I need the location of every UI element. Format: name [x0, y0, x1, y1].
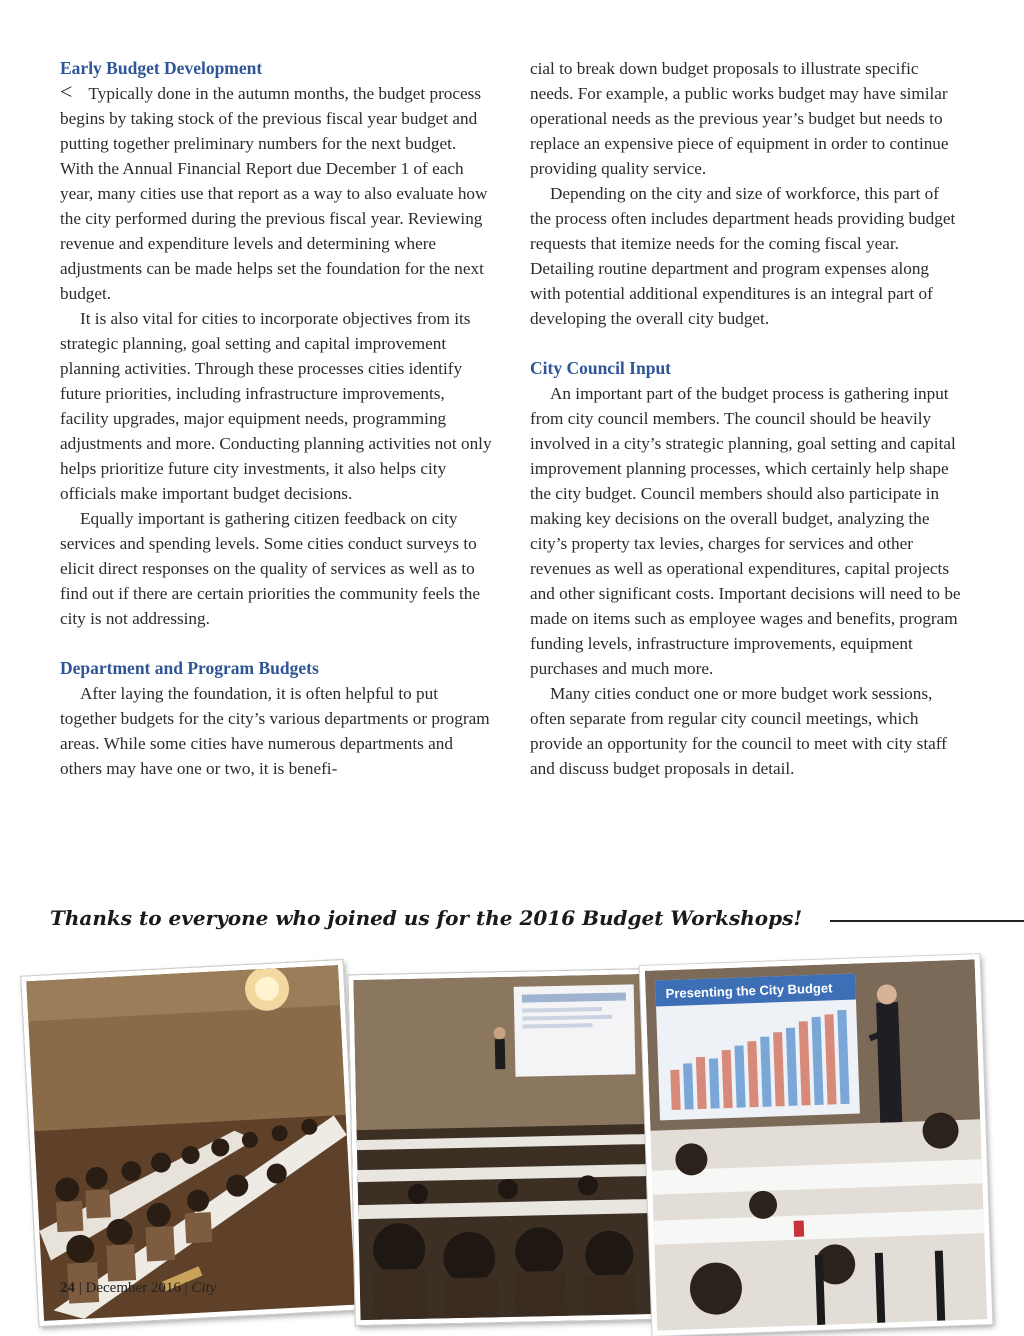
folio-publication: City [191, 1280, 217, 1296]
paragraph-text: Typically done in the autumn months, the budget process begins by taking stock of the previous fiscal year budget and putting together preliminary numbers for the next budget. With the Annual Financial Report due December 1 of each year, many cities use that report as a way to also evaluate how the city performed during the previous fiscal year. Reviewing revenue and expenditure levels and determining where adjustments can be made helps set the foundation for the next budget. [60, 84, 488, 303]
page-number: 24 [60, 1280, 75, 1296]
folio-separator: | [78, 1280, 82, 1296]
folio-separator: | [184, 1280, 188, 1296]
slide-bar [709, 1058, 720, 1108]
paragraph: Depending on the city and size of workforce, this part of the process often includes department heads providing budget requests that itemize needs for the coming fiscal year. Detailing routine department and program expenses along with potential additional expenditures is an integral part of developing the overall city budget. [530, 184, 956, 328]
photo-presentation-illustration [353, 974, 660, 1320]
left-column [60, 56, 492, 781]
paragraph: After laying the foundation, it is often helpful to put together budgets for the city’s various departments or program areas. While some cities have numerous departments and others may have one or two, it is benefi- [60, 684, 490, 778]
paragraph [60, 81, 492, 306]
slide-bar [670, 1070, 680, 1110]
slide-bar [683, 1063, 694, 1109]
slide-title: Presenting the City Budget [665, 980, 833, 1002]
photo-attendees-illustration [26, 965, 355, 1321]
heading-city-council-input: City Council Input [530, 358, 672, 378]
page-folio [60, 1280, 216, 1297]
paragraph: Many cities conduct one or more budget work sessions, often separate from regular city council meetings, which provide an opportunity for the council to meet with city staff and discuss budget proposals in detail. [530, 684, 947, 778]
paragraph: An important part of the budget process is gathering input from city council members. The council should be heavily involved in a city’s strategic planning, goal setting and capital improvement planning processes, which certainly help shape the city budget. Council members should also participate in making key decisions on the overall budget, analyzing the city’s property tax levies, charges for services and other revenues as well as operational expenditures, capital projects and other significant costs. Important decisions will need to be made on items such as employee wages and benefits, program funding levels, infrastructure improvements, equipment purchases and much more. [530, 384, 961, 678]
photo-speaker-illustration [645, 959, 987, 1330]
chevron-left-marker: < [60, 79, 73, 104]
paragraph: Equally important is gathering citizen feedback on city services and spending levels. Some cities conduct surveys to elicit direct responses on the quality of services as well as to find out if there are certain priorities the community feels the city is not addressing. [60, 509, 480, 628]
banner-rule [830, 920, 1024, 922]
folio-date: December 2016 [85, 1280, 181, 1296]
workshop-photo-presentation [348, 969, 665, 1325]
workshop-photo-attendees [21, 960, 361, 1326]
heading-early-budget-development: Early Budget Development [60, 58, 263, 78]
workshop-photo-speaker [640, 954, 993, 1336]
paragraph: It is also vital for cities to incorporate objectives from its strategic planning, goal setting and capital improvement planning activities. Through these processes cities identify future priorities, including infrastructure improvements, facility upgrades, major equipment needs, programming adjustments and more. Conducting planning activities not only helps prioritize future city investments, it also helps city officials make important budget decisions. [60, 309, 492, 503]
heading-department-program-budgets: Department and Program Budgets [60, 658, 319, 678]
right-column [530, 56, 962, 781]
slide-bar [696, 1057, 707, 1109]
paragraph: cial to break down budget proposals to illustrate specific needs. For example, a public works budget may have similar operational needs as the previous year’s budget but needs to replace an expensive piece of equipment in order to continue providing quality service. [530, 59, 949, 178]
thanks-banner: Thanks to everyone who joined us for the 2016 Budget Workshops! [50, 906, 803, 930]
